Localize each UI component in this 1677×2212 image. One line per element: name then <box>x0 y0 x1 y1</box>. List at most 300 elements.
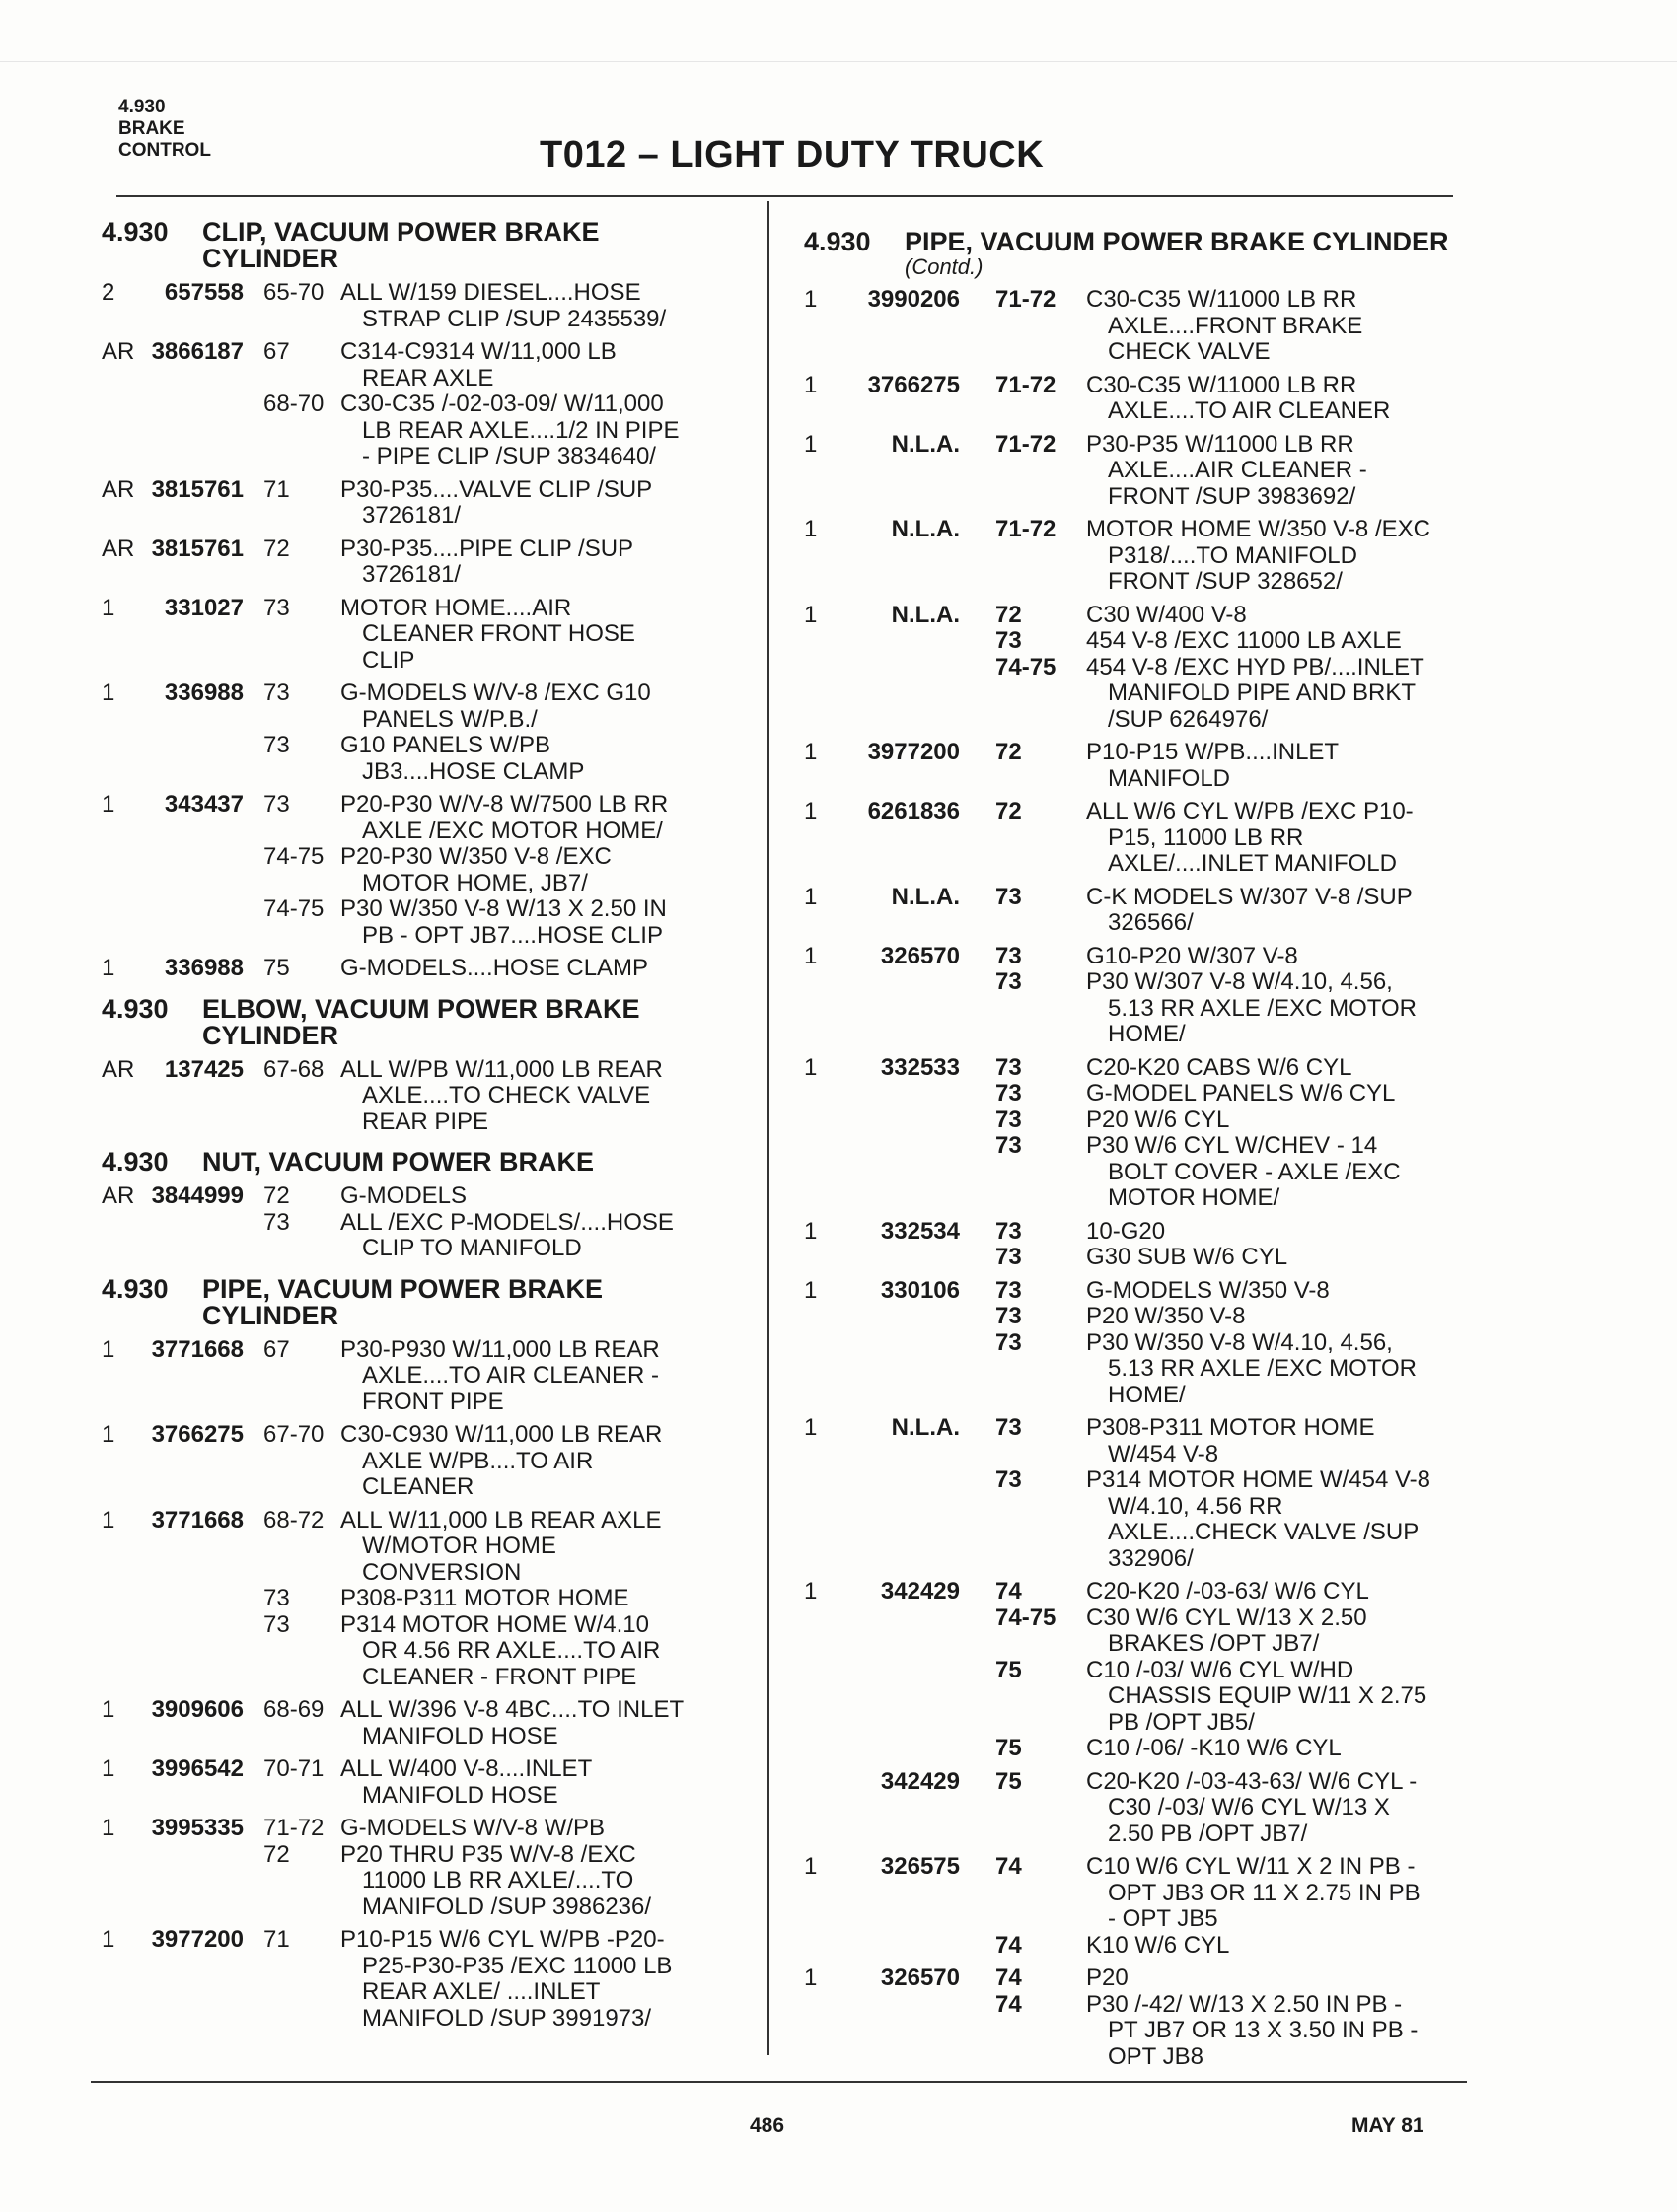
description-text: STRAP CLIP /SUP 2435539/ <box>362 305 667 332</box>
model-years: 74 <box>995 1578 1022 1605</box>
quantity: AR <box>102 1055 135 1083</box>
part-number: 3977200 <box>867 739 960 765</box>
quantity: 1 <box>102 1815 115 1841</box>
application-description <box>340 680 753 733</box>
quantity: AR <box>102 338 135 365</box>
part-entry <box>804 603 1465 734</box>
application-description <box>1086 969 1465 1048</box>
application-description <box>1086 655 1465 734</box>
description-text: HOME/ <box>1108 1381 1186 1408</box>
description-text: 5.13 RR AXLE /EXC MOTOR <box>1108 994 1417 1022</box>
application-line <box>250 1057 753 1136</box>
quantity: 1 <box>102 1926 115 1953</box>
application-description <box>1086 1415 1465 1467</box>
description-text: ALL W/6 CYL W/PB /EXC P10- <box>1086 798 1414 824</box>
quantity: 1 <box>102 955 115 981</box>
description-text: P30 /-42/ W/13 X 2.50 IN PB - <box>1086 1990 1403 2018</box>
scan-edge-line <box>0 61 1677 62</box>
continued-label: (Contd.) <box>905 254 984 279</box>
application-description <box>1086 944 1465 970</box>
description-text: OPT JB3 OR 11 X 2.75 IN PB <box>1108 1879 1421 1906</box>
application-line <box>966 944 1465 970</box>
model-years: 72 <box>995 798 1022 824</box>
description-text: HOME/ <box>1108 1021 1186 1047</box>
section-heading <box>102 1273 753 1330</box>
description-text: BRAKES /OPT JB7/ <box>1108 1630 1320 1657</box>
application-description <box>1086 1107 1465 1134</box>
description-text: AXLE....TO CHECK VALVE <box>362 1082 651 1108</box>
description-text: P30-P35 W/11000 LB RR <box>1086 430 1354 458</box>
quantity: 1 <box>804 1414 818 1441</box>
description-text: P308-P311 MOTOR HOME <box>1086 1414 1375 1441</box>
quantity: 1 <box>804 739 818 765</box>
application-line <box>250 844 753 896</box>
application-lines <box>966 373 1465 425</box>
application-lines <box>250 792 753 949</box>
model-years: 73 <box>995 1328 1022 1356</box>
model-years: 72 <box>263 1840 290 1868</box>
quantity: 1 <box>102 1506 115 1534</box>
description-text: P30 W/350 V-8 W/13 X 2.50 IN <box>340 895 667 922</box>
parts-section <box>102 219 753 982</box>
model-years: 71-72 <box>995 286 1057 313</box>
description-text: C20-K20 /-03-43-63/ W/6 CYL - <box>1086 1767 1418 1795</box>
application-lines <box>966 740 1465 792</box>
section-heading-number: 4.930 <box>804 227 871 256</box>
model-years: 65-70 <box>263 279 325 306</box>
part-entry <box>804 799 1465 878</box>
quantity: 1 <box>804 371 818 398</box>
application-line <box>966 1992 1465 2071</box>
description-text: P30-P930 W/11,000 LB REAR <box>340 1335 660 1363</box>
section-heading-name <box>202 219 753 272</box>
model-years: 75 <box>995 1656 1022 1683</box>
application-line <box>250 596 753 675</box>
model-years: 73 <box>995 1080 1022 1106</box>
model-years: 72 <box>263 1182 290 1209</box>
description-text: CLEANER FRONT HOSE <box>362 620 635 647</box>
description-text: P308-P311 MOTOR HOME <box>340 1585 629 1611</box>
model-years: 74-75 <box>263 895 325 922</box>
application-line <box>966 287 1465 366</box>
part-number: 326570 <box>880 1964 960 1991</box>
part-entry <box>102 596 753 675</box>
part-number: 3866187 <box>151 338 244 365</box>
description-text: G-MODELS....HOSE CLAMP <box>340 955 649 981</box>
model-years: 67 <box>263 1335 290 1363</box>
description-text: JB3....HOSE CLAMP <box>362 757 585 785</box>
description-text: ALL W/400 V-8....INLET <box>340 1755 593 1782</box>
part-number: 343437 <box>164 791 244 818</box>
application-line <box>966 1133 1465 1212</box>
application-description <box>1086 1965 1465 1992</box>
model-years: 73 <box>995 1217 1022 1245</box>
section-heading-name <box>202 993 753 1050</box>
application-description <box>340 596 753 675</box>
part-number: 3815761 <box>151 535 244 562</box>
description-text: AXLE....AIR CLEANER - <box>1108 457 1367 483</box>
application-description <box>1086 1467 1465 1572</box>
description-text: P20 <box>1086 1964 1129 1991</box>
part-number: 336988 <box>164 679 244 706</box>
description-text: P30 W/350 V-8 W/4.10, 4.56, <box>1086 1328 1393 1356</box>
model-years: 74 <box>995 1964 1022 1991</box>
part-number: 3977200 <box>151 1926 244 1953</box>
model-years: 73 <box>263 1585 290 1611</box>
application-lines <box>250 1816 753 1920</box>
model-years: 73 <box>995 1053 1022 1081</box>
section-heading-line: PIPE, VACUUM POWER BRAKE <box>202 1273 604 1304</box>
description-text: FRONT /SUP 328652/ <box>1108 568 1343 595</box>
application-lines <box>966 1965 1465 2070</box>
application-description <box>340 792 753 844</box>
description-text: AXLE/....INLET MANIFOLD <box>1108 850 1397 877</box>
application-description <box>340 1612 753 1691</box>
part-entry <box>804 1415 1465 1572</box>
description-text: C30 W/6 CYL W/13 X 2.50 <box>1086 1604 1367 1631</box>
part-number: 3815761 <box>151 475 244 503</box>
application-description <box>340 733 753 785</box>
description-text: CLEANER <box>362 1473 474 1500</box>
application-description <box>1086 373 1465 425</box>
application-line <box>250 1422 753 1501</box>
application-line <box>966 1055 1465 1082</box>
application-line <box>250 896 753 949</box>
application-line <box>250 1183 753 1210</box>
quantity: 1 <box>804 1276 818 1304</box>
part-entry <box>102 1337 753 1416</box>
revision-date: MAY 81 <box>1351 2114 1424 2137</box>
application-description <box>1086 1769 1465 1848</box>
description-text: MANIFOLD <box>1108 764 1231 792</box>
application-lines <box>966 799 1465 878</box>
section-heading-number: 4.930 <box>102 217 169 247</box>
application-line <box>966 1769 1465 1848</box>
application-lines <box>250 536 753 589</box>
application-description <box>1086 1278 1465 1305</box>
application-lines <box>250 1697 753 1749</box>
application-line <box>966 1415 1465 1467</box>
application-description <box>1086 1992 1465 2071</box>
application-line <box>250 1697 753 1749</box>
part-entry <box>102 1057 753 1136</box>
section-name-line2: CONTROL <box>118 140 211 161</box>
description-text: P314 MOTOR HOME W/4.10 <box>340 1610 649 1638</box>
part-number: N.L.A. <box>891 883 960 910</box>
model-years: 73 <box>995 1132 1022 1159</box>
part-entry <box>804 1055 1465 1212</box>
application-description <box>340 1816 753 1842</box>
quantity: 1 <box>102 594 115 621</box>
application-description <box>340 896 753 949</box>
application-lines <box>966 1579 1465 1762</box>
application-lines <box>966 1769 1465 1848</box>
description-text: FRONT PIPE <box>362 1388 504 1415</box>
model-years: 74 <box>995 1931 1022 1959</box>
application-line <box>250 339 753 392</box>
section-label <box>118 97 211 162</box>
application-description <box>340 1183 753 1210</box>
part-number: N.L.A. <box>891 430 960 458</box>
part-entry <box>102 339 753 470</box>
quantity: 2 <box>102 279 115 306</box>
model-years: 71 <box>263 475 290 503</box>
quantity: 1 <box>102 791 115 818</box>
part-number: 326575 <box>880 1853 960 1880</box>
application-lines <box>250 1057 753 1136</box>
part-entry <box>102 1422 753 1501</box>
description-text: MANIFOLD PIPE AND BRKT <box>1108 679 1417 706</box>
description-text: MANIFOLD HOSE <box>362 1722 558 1749</box>
application-description <box>340 392 753 470</box>
application-line <box>250 1756 753 1809</box>
description-text: PB /OPT JB5/ <box>1108 1708 1255 1736</box>
part-number: 331027 <box>164 594 244 621</box>
description-text: P10-P15 W/PB....INLET <box>1086 739 1340 765</box>
description-text: 5.13 RR AXLE /EXC MOTOR <box>1108 1355 1417 1382</box>
application-line <box>966 1304 1465 1330</box>
quantity: 1 <box>804 798 818 824</box>
application-description <box>1086 1330 1465 1409</box>
application-line <box>966 1107 1465 1134</box>
description-text: C10 W/6 CYL W/11 X 2 IN PB - <box>1086 1853 1416 1880</box>
description-text: CHASSIS EQUIP W/11 X 2.75 <box>1108 1682 1427 1709</box>
application-line <box>966 1933 1465 1960</box>
model-years: 73 <box>995 1106 1022 1133</box>
description-text: PT JB7 OR 13 X 3.50 IN PB - <box>1108 2017 1419 2043</box>
part-entry <box>102 1508 753 1691</box>
model-years: 71-72 <box>995 371 1057 398</box>
description-text: MANIFOLD HOSE <box>362 1781 558 1809</box>
description-text: G-MODELS W/350 V-8 <box>1086 1276 1330 1304</box>
part-entry <box>804 1854 1465 1959</box>
application-description <box>1086 432 1465 511</box>
application-line <box>966 969 1465 1048</box>
quantity: 1 <box>804 1853 818 1880</box>
model-years: 74-75 <box>995 1604 1057 1631</box>
model-years: 67 <box>263 338 290 365</box>
application-line <box>250 1210 753 1262</box>
description-text: P30-P35....PIPE CLIP /SUP <box>340 535 634 562</box>
application-lines <box>250 1927 753 2032</box>
part-entry <box>804 517 1465 596</box>
quantity: 1 <box>102 679 115 706</box>
application-line <box>966 1081 1465 1107</box>
part-number: 6261836 <box>867 798 960 824</box>
application-line <box>250 536 753 589</box>
application-description <box>1086 1081 1465 1107</box>
application-lines <box>250 596 753 675</box>
application-line <box>966 1245 1465 1271</box>
part-number: 3771668 <box>151 1506 244 1534</box>
description-text: P20-P30 W/V-8 W/7500 LB RR <box>340 791 669 818</box>
section-name-line1: BRAKE <box>118 118 185 139</box>
application-description <box>1086 1658 1465 1737</box>
parts-section <box>102 993 753 1136</box>
quantity: 1 <box>804 516 818 542</box>
part-entry <box>102 1927 753 2032</box>
description-text: PANELS W/P.B./ <box>362 705 538 733</box>
application-description <box>1086 628 1465 655</box>
application-line <box>966 1965 1465 1992</box>
application-description <box>1086 1133 1465 1212</box>
application-lines <box>966 517 1465 596</box>
model-years: 73 <box>995 1244 1022 1270</box>
application-lines <box>966 1278 1465 1409</box>
application-line <box>250 1816 753 1842</box>
application-description <box>340 536 753 589</box>
application-lines <box>966 1219 1465 1271</box>
description-text: MOTOR HOME, JB7/ <box>362 869 588 896</box>
part-entry <box>102 956 753 982</box>
description-text: AXLE....TO AIR CLEANER - <box>362 1362 659 1389</box>
application-line <box>966 1219 1465 1246</box>
description-text: CHECK VALVE <box>1108 338 1271 365</box>
model-years: 73 <box>995 1466 1022 1493</box>
description-text: 332906/ <box>1108 1544 1194 1572</box>
part-number: 336988 <box>164 955 244 981</box>
description-text: W/4.10, 4.56 RR <box>1108 1492 1283 1520</box>
description-text: P20 W/6 CYL <box>1086 1106 1230 1133</box>
parts-section <box>804 229 1465 2070</box>
description-text: G10-P20 W/307 V-8 <box>1086 942 1298 969</box>
model-years: 73 <box>263 1208 290 1236</box>
part-entry <box>804 1278 1465 1409</box>
description-text: P30 W/307 V-8 W/4.10, 4.56, <box>1086 968 1393 995</box>
application-lines <box>966 885 1465 937</box>
section-heading <box>804 229 1465 279</box>
right-column <box>804 229 1465 2084</box>
application-description <box>1086 740 1465 792</box>
description-text: G-MODEL PANELS W/6 CYL <box>1086 1080 1396 1106</box>
quantity: 1 <box>102 1421 115 1448</box>
section-heading-line: PIPE, VACUUM POWER BRAKE CYLINDER <box>905 227 1449 256</box>
application-description <box>1086 1055 1465 1082</box>
application-lines <box>966 1055 1465 1212</box>
application-line <box>250 680 753 733</box>
description-text: P20 W/350 V-8 <box>1086 1303 1246 1329</box>
quantity: 1 <box>804 942 818 969</box>
part-entry <box>102 1756 753 1809</box>
application-description <box>1086 1304 1465 1330</box>
model-years: 74 <box>995 1990 1022 2018</box>
application-description <box>340 1057 753 1136</box>
application-description <box>340 1337 753 1416</box>
description-text: FRONT /SUP 3983692/ <box>1108 482 1356 510</box>
left-column <box>102 219 753 2045</box>
quantity: AR <box>102 1182 135 1209</box>
application-line <box>250 1842 753 1921</box>
application-description <box>340 477 753 530</box>
application-lines <box>250 1508 753 1691</box>
description-text: C30 /-03/ W/6 CYL W/13 X <box>1108 1794 1390 1820</box>
application-lines <box>966 287 1465 366</box>
application-description <box>340 1210 753 1262</box>
application-line <box>250 956 753 982</box>
quantity: 1 <box>102 1335 115 1363</box>
application-line <box>966 1330 1465 1409</box>
description-text: 454 V-8 /EXC HYD PB/....INLET <box>1086 653 1424 680</box>
footer-rule <box>91 2081 1467 2083</box>
application-description <box>1086 603 1465 629</box>
part-entry <box>102 1816 753 1920</box>
application-line <box>250 1612 753 1691</box>
part-entry <box>804 432 1465 511</box>
section-number: 4.930 <box>118 97 166 117</box>
part-number: 326570 <box>880 942 960 969</box>
application-description <box>1086 1736 1465 1762</box>
application-description <box>1086 1605 1465 1658</box>
section-heading-line: CYLINDER <box>202 1300 339 1330</box>
application-line <box>966 628 1465 655</box>
application-lines <box>966 944 1465 1048</box>
quantity: 1 <box>804 1964 818 1991</box>
application-lines <box>250 1756 753 1809</box>
quantity: 1 <box>804 430 818 458</box>
application-line <box>250 1337 753 1416</box>
section-heading-line: ELBOW, VACUUM POWER BRAKE <box>202 993 640 1024</box>
application-lines <box>966 603 1465 734</box>
description-text: P25-P30-P35 /EXC 11000 LB <box>362 1952 673 1979</box>
section-heading <box>102 993 753 1050</box>
model-years: 71 <box>263 1926 290 1953</box>
application-lines <box>966 1854 1465 1959</box>
application-line <box>966 603 1465 629</box>
page-title: T012 – LIGHT DUTY TRUCK <box>540 134 1045 176</box>
part-entry <box>804 287 1465 366</box>
model-years: 72 <box>263 535 290 562</box>
application-description <box>1086 287 1465 366</box>
part-number: 3996542 <box>151 1755 244 1782</box>
application-description <box>340 1756 753 1809</box>
application-description <box>340 1842 753 1921</box>
application-line <box>966 373 1465 425</box>
application-line <box>966 1278 1465 1305</box>
description-text: P314 MOTOR HOME W/454 V-8 <box>1086 1466 1430 1493</box>
parts-section <box>102 1273 753 2033</box>
description-text: OPT JB8 <box>1108 2042 1203 2070</box>
part-number: 332534 <box>880 1217 960 1245</box>
model-years: 74-75 <box>263 843 325 870</box>
part-entry <box>804 885 1465 937</box>
application-line <box>250 792 753 844</box>
application-description <box>340 1508 753 1587</box>
description-text: CLIP TO MANIFOLD <box>362 1235 582 1261</box>
parts-section <box>102 1149 753 1262</box>
application-line <box>250 477 753 530</box>
description-text: MANIFOLD /SUP 3991973/ <box>362 2004 652 2032</box>
model-years: 73 <box>263 1610 290 1638</box>
application-line <box>966 1658 1465 1737</box>
description-text: PB - OPT JB7....HOSE CLIP <box>362 921 663 949</box>
section-heading <box>102 1149 753 1176</box>
part-number: N.L.A. <box>891 1414 960 1441</box>
description-text: C-K MODELS W/307 V-8 /SUP <box>1086 883 1413 910</box>
description-text: C20-K20 CABS W/6 CYL <box>1086 1053 1352 1081</box>
application-description <box>1086 1579 1465 1605</box>
part-number: 3771668 <box>151 1335 244 1363</box>
part-number: 137425 <box>164 1055 244 1083</box>
model-years: 67-70 <box>263 1421 325 1448</box>
model-years: 73 <box>263 791 290 818</box>
application-lines <box>250 1337 753 1416</box>
description-text: AXLE....TO AIR CLEANER <box>1108 397 1391 424</box>
description-text: AXLE....CHECK VALVE /SUP <box>1108 1519 1420 1545</box>
quantity: 1 <box>804 883 818 910</box>
description-text: AXLE W/PB....TO AIR <box>362 1447 594 1474</box>
model-years: 71-72 <box>263 1815 325 1841</box>
description-text: P20-P30 W/350 V-8 /EXC <box>340 843 612 870</box>
